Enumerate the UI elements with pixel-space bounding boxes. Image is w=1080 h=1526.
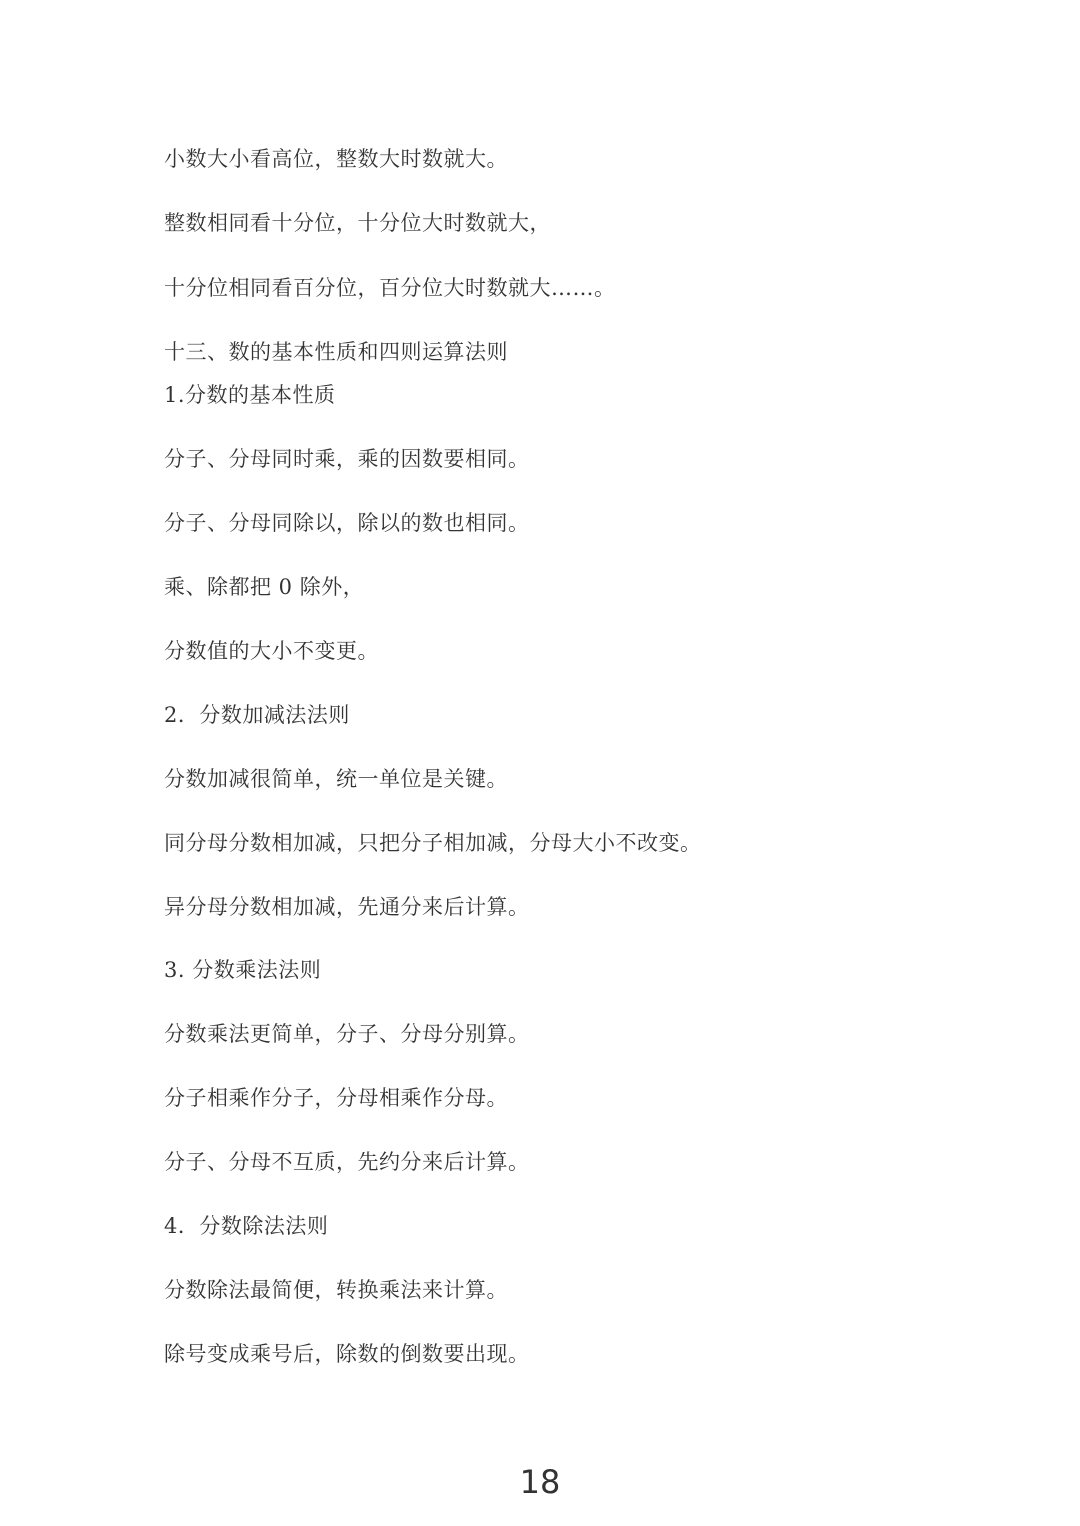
text-line: 分数加减很简单，统一单位是关键。 xyxy=(164,767,508,791)
text-line: 异分母分数相加减，先通分来后计算。 xyxy=(164,895,530,919)
subsection-heading: 1.分数的基本性质 xyxy=(164,383,336,407)
subsection-heading: 2．分数加减法法则 xyxy=(164,703,350,727)
text-line: 整数相同看十分位，十分位大时数就大， xyxy=(164,211,551,235)
text-line: 小数大小看高位，整数大时数就大。 xyxy=(164,147,508,171)
text-line: 分数乘法更简单，分子、分母分别算。 xyxy=(164,1022,530,1046)
text-line: 分子、分母同时乘，乘的因数要相同。 xyxy=(164,447,530,471)
text-line: 分数除法最简便，转换乘法来计算。 xyxy=(164,1278,508,1302)
text-line: 同分母分数相加减，只把分子相加减，分母大小不改变。 xyxy=(164,831,702,855)
text-line: 十分位相同看百分位，百分位大时数就大……。 xyxy=(164,276,616,300)
text-line: 分子、分母同除以，除以的数也相同。 xyxy=(164,511,530,535)
text-line: 分数值的大小不变更。 xyxy=(164,639,379,663)
subsection-heading: 4．分数除法法则 xyxy=(164,1214,329,1238)
text-line: 分子相乘作分子，分母相乘作分母。 xyxy=(164,1086,508,1110)
text-line: 分子、分母不互质，先约分来后计算。 xyxy=(164,1150,530,1174)
section-heading: 十三、数的基本性质和四则运算法则 xyxy=(164,340,508,364)
page-number: 18 xyxy=(519,1463,561,1501)
subsection-heading: 3. 分数乘法法则 xyxy=(164,958,322,982)
text-line: 乘、除都把 0 除外， xyxy=(164,575,365,599)
text-line: 除号变成乘号后，除数的倒数要出现。 xyxy=(164,1342,530,1366)
